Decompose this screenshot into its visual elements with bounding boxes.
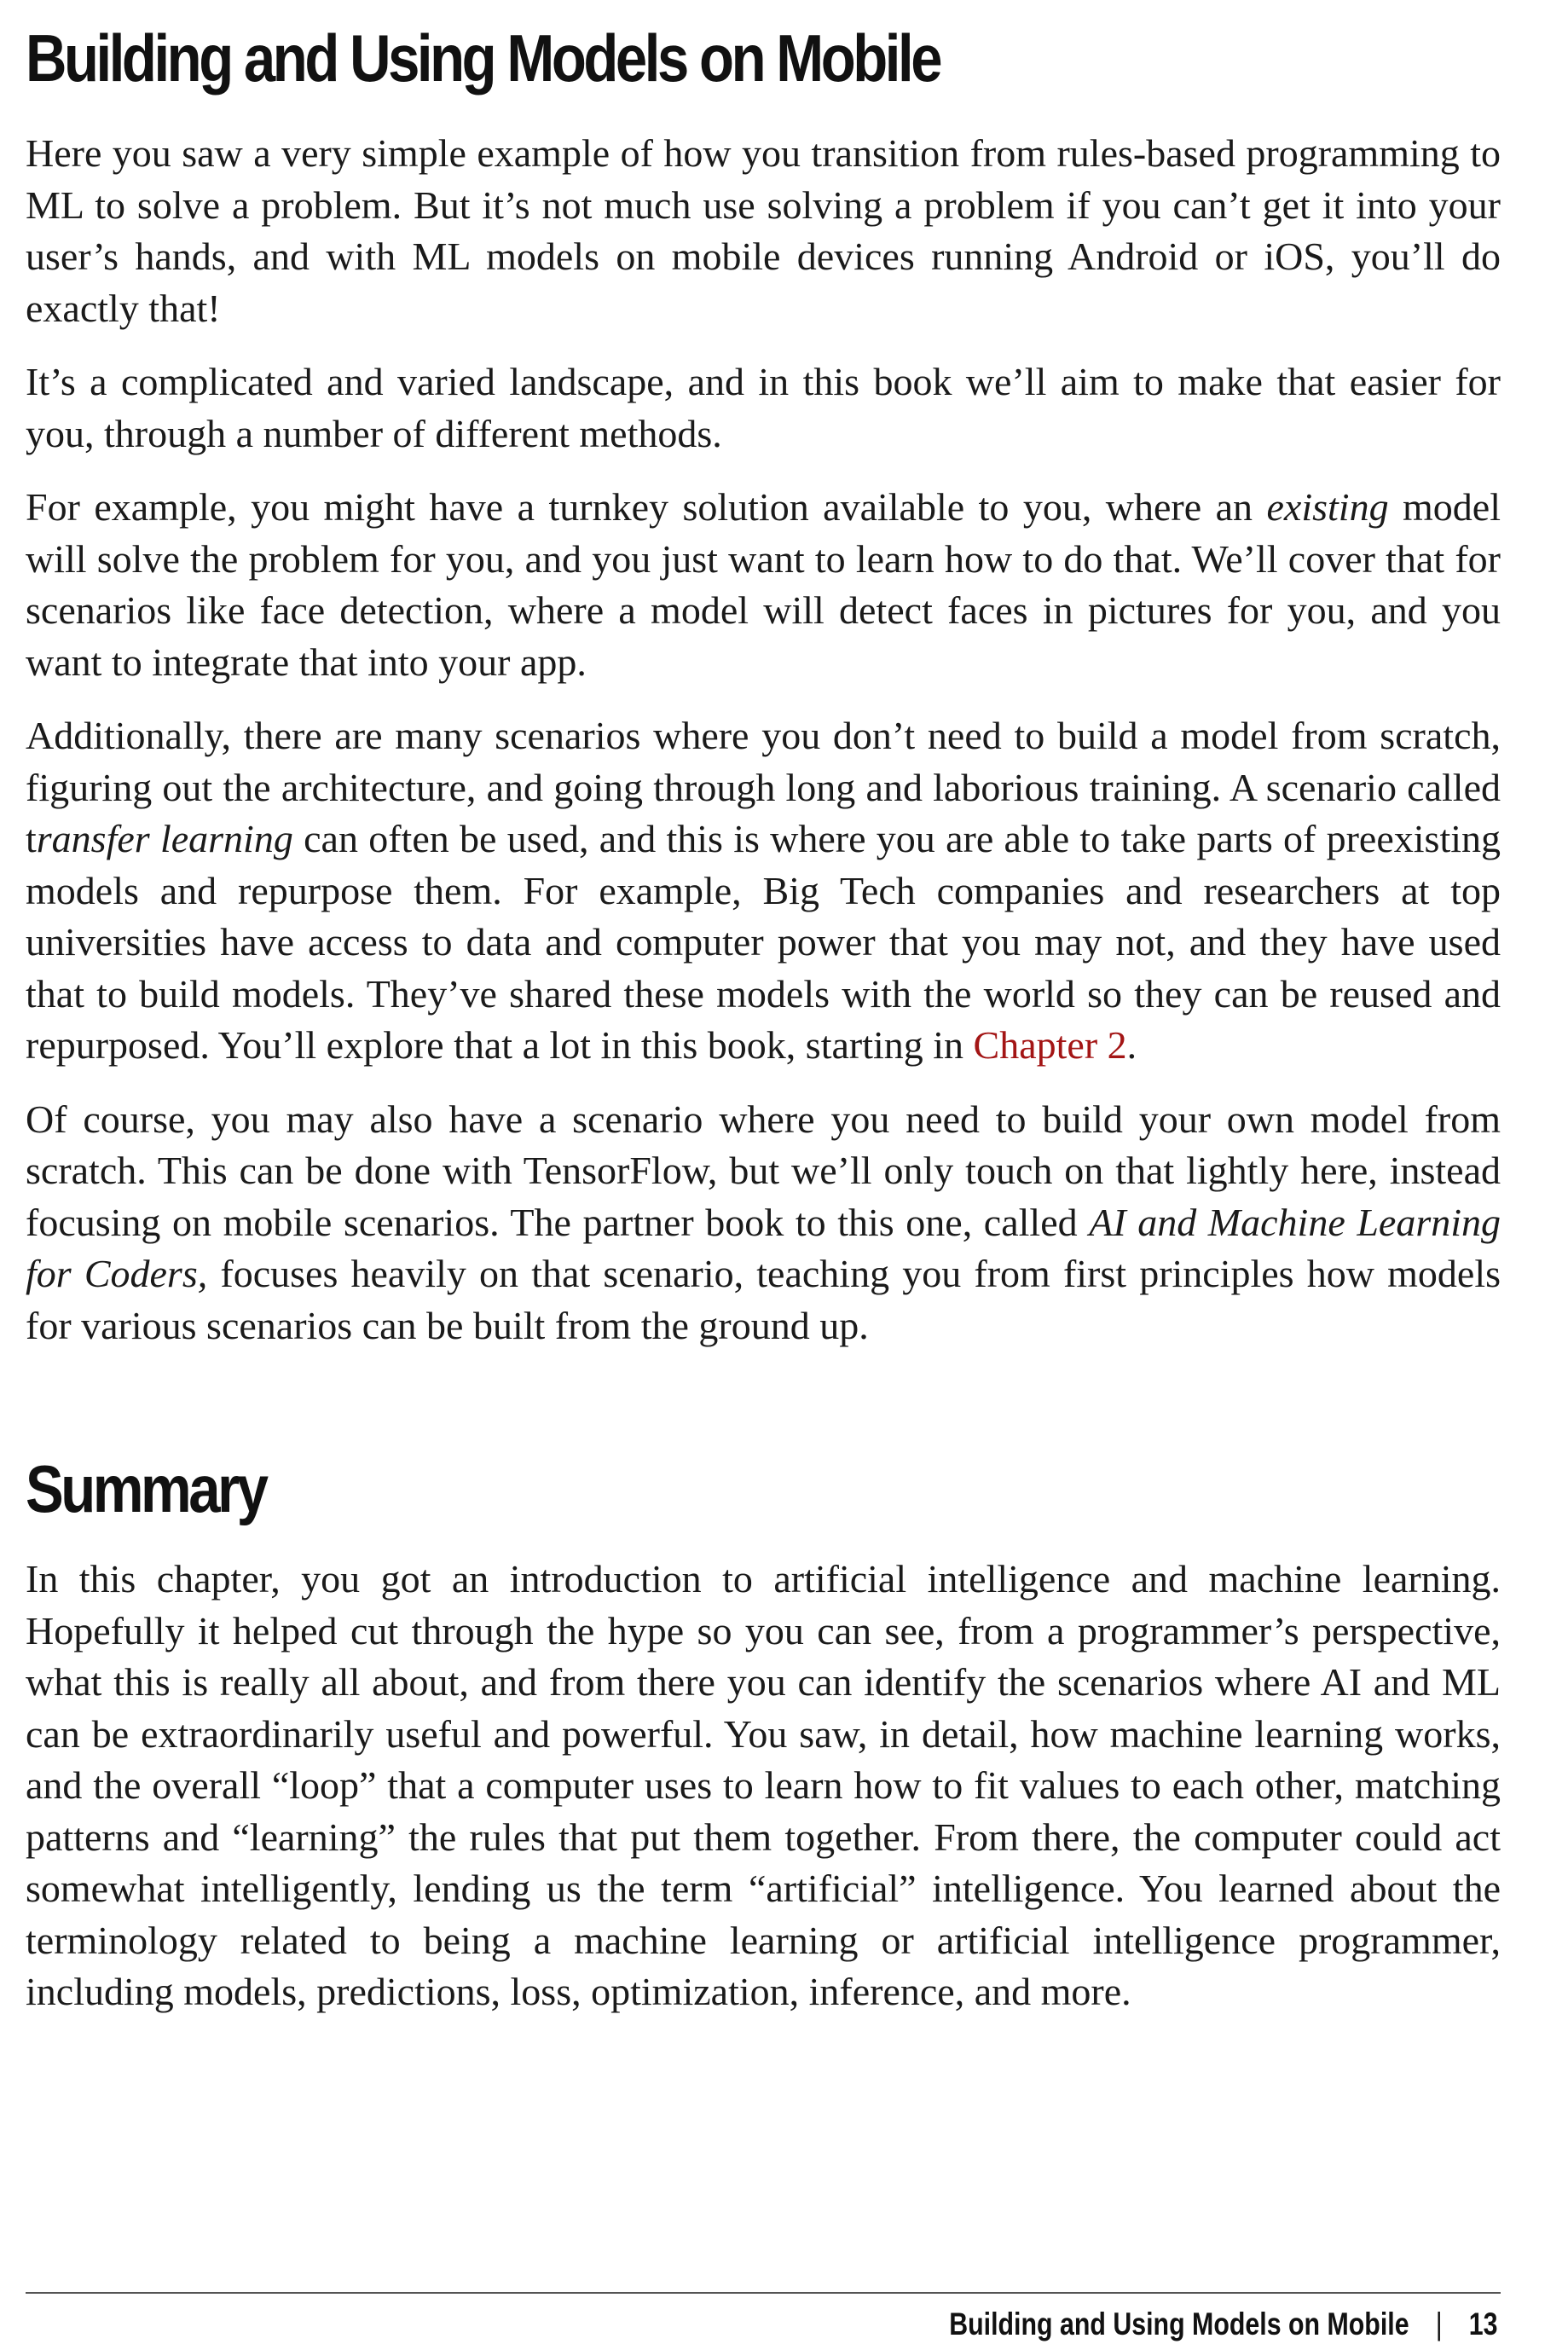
paragraph-turnkey-text-1: For example, you might have a turnkey solution available to you, where an (26, 485, 1267, 529)
paragraph-scratch-text-1: Of course, you may also have a scenario where you need to build your own model from scratch. This can be done with TensorFlow, but we’ll only touch on that lightly here, instead focusing on mobile scenarios. The partner book to this one, called (26, 1097, 1501, 1244)
paragraph-turnkey (26, 482, 1501, 688)
emphasis-book-title: AI and Machine Learning for Coders, (26, 1200, 1501, 1295)
paragraph-landscape: It’s a complicated and varied landscape, and in this book we’ll aim to make that easier for you, through a number of different methods. (26, 360, 1501, 455)
emphasis-transfer-learning: ransfer learning (36, 817, 293, 860)
emphasis-existing: existing (1266, 485, 1389, 529)
paragraph-turnkey-text-2: model will solve the problem for you, and you just want to learn how to do that. We’ll cover that for scenarios like face detection, where a model will detect faces in pictures for you, and you want to integrate that into your app. (26, 485, 1501, 684)
paragraph-summary: In this chapter, you got an introduction to artificial intelligence and machine learning. Hopefully it helped cut through the hype so you can see, from a programmer’s perspective, what this is really all about, and from there you can identify the scenarios where AI and ML can be extraordinarily useful and powerful. You saw, in detail, how machine learning works, and the overall “loop” that a computer uses to learn how to fit values to each other, matching patterns and “learning” the rules that put them together. From there, the computer could act somewhat intelligently, lending us the term “artificial” intelligence. You learned about the terminology related to being a machine learning or artificial intelligence programmer, including models, predictions, loss, optimization, inference, and more. (26, 1557, 1501, 2013)
paragraph-transfer-text-1: Additionally, there are many scenarios where you don’t need to build a model from scratch, figuring out the architecture, and going through long and laborious training. A scenario called t (26, 714, 1501, 860)
section-heading-building-models: Building and Using Models on Mobile (26, 20, 940, 96)
page-number: 13 (1469, 2307, 1498, 2341)
paragraph-from-scratch (26, 1094, 1501, 1352)
paragraph-transfer-learning (26, 710, 1501, 1072)
chapter-2-link[interactable]: Chapter 2 (973, 1023, 1127, 1067)
section-body-building-models (26, 128, 1501, 1374)
footer-running-title: Building and Using Models on Mobile (949, 2307, 1410, 2341)
section-heading-summary: Summary (26, 1451, 266, 1526)
paragraph-intro: Here you saw a very simple example of how you transition from rules-based programming to ML to solve a problem. But it’s not much use solving a problem if you can’t get it into your user’s hands, and with ML models on mobile devices running Android or iOS, you’ll do exactly that! (26, 131, 1501, 330)
paragraph-transfer-text-2: can often be used, and this is where you are able to take parts of preexisting models and repurpose them. For example, Big Tech companies and researchers at top universities have access to data and computer power that you may not, and they have used that to build models. They’ve shared these models with the world so they can be reused and repurposed. You’ll explore that a lot in this book, starting in (26, 817, 1501, 1067)
footer-separator: | (1436, 2307, 1444, 2341)
section-body-summary (26, 1554, 1501, 2040)
page-footer (950, 2307, 1498, 2342)
paragraph-scratch-text-2: focuses heavily on that scenario, teaching you from first principles how models for various scenarios can be built from the ground up. (26, 1252, 1501, 1347)
footer-divider (26, 2292, 1501, 2294)
paragraph-transfer-text-3: . (1126, 1023, 1137, 1067)
